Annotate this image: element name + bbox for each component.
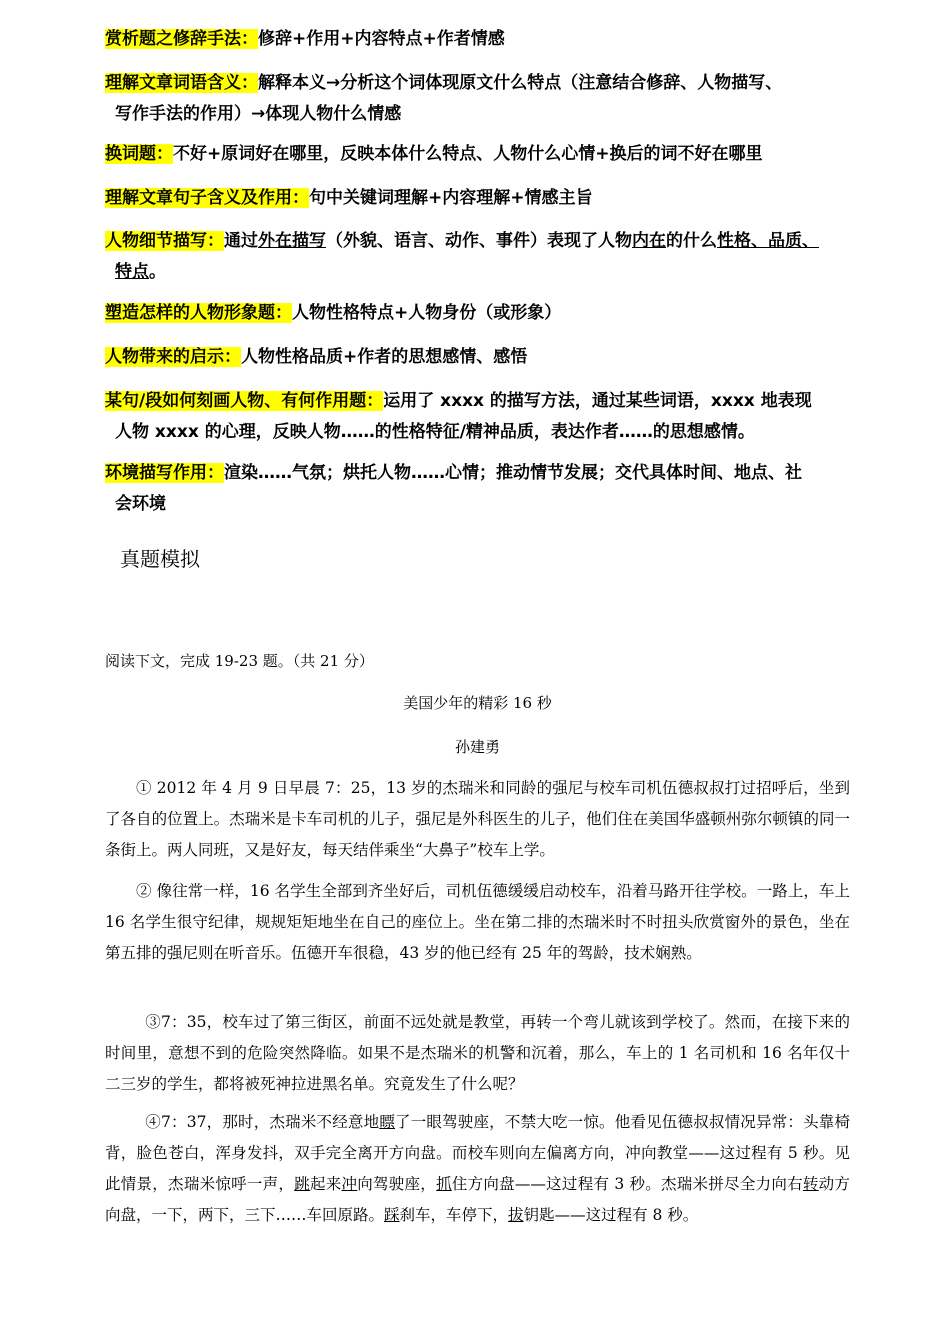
- paragraph-text: 住方向盘——这过程有 3 秒。杰瑞米拼尽全力向右: [451, 1175, 803, 1193]
- tip-rhetoric: [105, 24, 855, 55]
- tip-text: 的什么: [666, 231, 717, 251]
- underlined-phrase: 特点: [115, 262, 149, 282]
- paragraph-text: 钥匙——这过程有 8 秒。: [523, 1206, 699, 1224]
- underlined-verb: 冲: [341, 1175, 358, 1193]
- tip-label: 塑造怎样的人物形象题：: [105, 303, 292, 323]
- paragraph-4: [105, 1107, 850, 1231]
- tip-label: 人物带来的启示：: [105, 347, 241, 367]
- instruction: 阅读下文，完成 19-23 题。（共 21 分）: [105, 652, 374, 670]
- tip-text: 运用了 xxxx 的描写方法，通过某些词语，xxxx 地表现: [383, 391, 812, 411]
- tip-text: （外貌、语言、动作、事件）表现了人物: [326, 231, 632, 251]
- tip-text: 句中关键词理解+内容理解+情感主旨: [309, 188, 593, 208]
- tip-text: 人物性格品质+作者的思想感情、感悟: [241, 347, 528, 367]
- paragraph-1: ① 2012 年 4 月 9 日早晨 7：25，13 岁的杰瑞米和同龄的强尼与校车司机伍德叔叔打过招呼后，坐到了各自的位置上。杰瑞米是卡车司机的儿子，强尼是外科医生的儿子，他们住在美国华盛顿州弥尔顿镇的同一条街上。两人同班，又是好友，每天结伴乘坐“大鼻子”校车上学。: [105, 779, 850, 859]
- tip-label: 环境描写作用：: [105, 463, 224, 483]
- underlined-verb: 踩: [384, 1206, 400, 1224]
- tip-label: 某句/段如何刻画人物、有何作用题：: [105, 391, 384, 411]
- article-author: 孙建勇: [454, 738, 500, 756]
- tip-label: 赏析题之修辞手法：: [105, 29, 258, 49]
- tip-continuation: 会环境: [115, 494, 166, 514]
- tip-word-replace: [105, 139, 855, 170]
- tip-label: 理解文章句子含义及作用：: [105, 188, 309, 208]
- tip-text: 解释本义→分析这个词体现原文什么特点（注意结合修辞、人物描写、: [258, 73, 783, 93]
- underlined-verb: 跳: [294, 1175, 310, 1193]
- tip-portrayal: [105, 386, 855, 448]
- paragraph-3: ③7：35，校车过了第三街区，前面不远处就是教堂，再转一个弯儿就该到学校了。然而，在接下来的时间里，意想不到的危险突然降临。如果不是杰瑞米的机警和沉着，那么，车上的 1 名司机和 16 名年仅十二三岁的学生，都将被死神拉进黑名单。究竟发生了什么呢？: [105, 1013, 850, 1093]
- tip-environment: [105, 458, 855, 520]
- underlined-verb: 抓: [436, 1175, 452, 1193]
- tip-word-meaning: [105, 68, 855, 130]
- paragraph-text: 刹车，车停下，: [399, 1206, 509, 1224]
- tip-sentence-meaning: [105, 183, 855, 214]
- tip-continuation: 写作手法的作用）→体现人物什么情感: [115, 104, 402, 124]
- paragraph-text: 了一眼驾驶座，不禁大吃一惊。他看见伍德叔叔情况异常：头靠椅背，脸色苍白，浑身发抖，双手完全离开方向盘。而校车则向左偏离方向，冲向教堂——这过程有 5 秒。见此情景，杰瑞米惊呼一声，: [105, 1113, 850, 1193]
- tip-label: 人物细节描写：: [105, 231, 224, 251]
- tip-label: 理解文章词语含义：: [105, 73, 258, 93]
- tip-character-detail: [105, 226, 855, 288]
- underlined-verb: 转: [802, 1175, 819, 1193]
- underlined-verb: 拔: [508, 1206, 524, 1224]
- tip-text: 不好+原词好在哪里，反映本体什么特点、人物什么心情+换后的词不好在哪里: [173, 144, 763, 164]
- tip-continuation: 人物 xxxx 的心理，反映人物……的性格特征/精神品质，表达作者……的思想感情。: [115, 422, 755, 442]
- paragraph-text: 向驾驶座，: [357, 1175, 437, 1193]
- paragraph-text: 动方向盘，一下，两下，三下……车回原路。: [105, 1175, 850, 1224]
- tip-text: 人物性格特点+人物身份（或形象）: [292, 303, 562, 323]
- paragraph-2: ② 像往常一样，16 名学生全部到齐坐好后，司机伍德缓缓启动校车，沿着马路开往学校。一路上，车上 16 名学生很守纪律，规规矩矩地坐在自己的座位上。坐在第二排的杰瑞米时不时扭头欣赏窗外的景色，坐在第五排的强尼则在听音乐。伍德开车很稳，43 岁的他已经有 25 年的驾龄，技术娴熟。: [105, 882, 850, 962]
- paragraph-text: 起来: [309, 1175, 342, 1193]
- tip-text: 通过: [224, 231, 258, 251]
- tip-text: 修辞+作用+内容特点+作者情感: [258, 29, 505, 49]
- tip-label: 换词题：: [105, 144, 173, 164]
- underlined-phrase: 外在描写: [258, 231, 326, 251]
- tip-character-inspiration: [105, 342, 855, 373]
- underlined-phrase: 性格、品质、: [717, 231, 819, 251]
- paragraph-text: ④7：37，那时，杰瑞米不经意地: [145, 1113, 380, 1131]
- tip-text: 渲染……气氛；烘托人物……心情；推动情节发展；交代具体时间、地点、社: [224, 463, 802, 483]
- section-title: 真题模拟: [120, 547, 200, 571]
- underlined-verb: 瞟: [379, 1113, 396, 1131]
- tip-text: 。: [149, 262, 166, 282]
- tip-continuation: [105, 257, 855, 288]
- tip-character-image: [105, 298, 855, 329]
- underlined-phrase: 内在: [632, 231, 666, 251]
- article-title: 美国少年的精彩 16 秒: [403, 694, 552, 712]
